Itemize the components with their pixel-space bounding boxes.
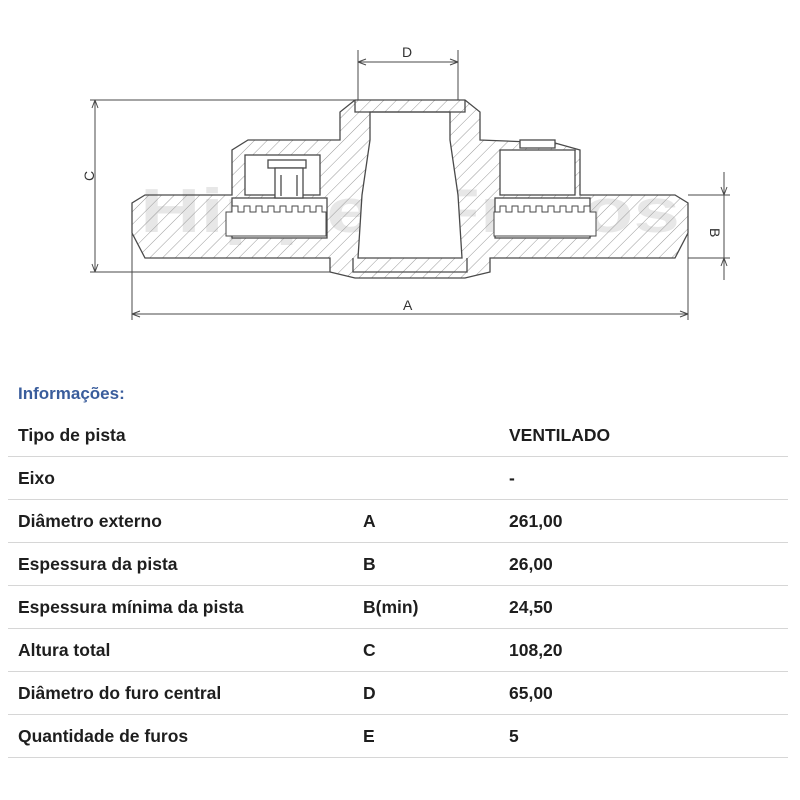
- row-value: 24,50: [509, 586, 788, 629]
- row-code: B(min): [363, 586, 509, 629]
- spec-table: [8, 414, 788, 758]
- table-row: [8, 586, 788, 629]
- table-row: [8, 715, 788, 758]
- table-row: [8, 414, 788, 457]
- row-label: Eixo: [8, 457, 363, 500]
- dimension-label-a: A: [403, 297, 413, 313]
- dimension-label-b: B: [707, 228, 723, 238]
- row-value: -: [509, 457, 788, 500]
- row-label: Tipo de pista: [8, 414, 363, 457]
- row-code: A: [363, 500, 509, 543]
- row-value: 261,00: [509, 500, 788, 543]
- table-row: [8, 457, 788, 500]
- row-code: [363, 414, 509, 457]
- row-code: C: [363, 629, 509, 672]
- row-label: Espessura mínima da pista: [8, 586, 363, 629]
- row-label: Diâmetro do furo central: [8, 672, 363, 715]
- table-row: [8, 629, 788, 672]
- row-code: D: [363, 672, 509, 715]
- info-section-title: Informações:: [18, 384, 125, 403]
- table-row: [8, 500, 788, 543]
- row-label: Quantidade de furos: [8, 715, 363, 758]
- row-value: 5: [509, 715, 788, 758]
- dimension-label-c: C: [81, 170, 97, 181]
- row-label: Altura total: [8, 629, 363, 672]
- dimension-label-d: D: [402, 44, 413, 60]
- table-row: [8, 672, 788, 715]
- row-label: Espessura da pista: [8, 543, 363, 586]
- row-value: 108,20: [509, 629, 788, 672]
- row-value: VENTILADO: [509, 414, 788, 457]
- brake-disc-section-drawing: [0, 0, 800, 340]
- row-value: 26,00: [509, 543, 788, 586]
- row-label: Diâmetro externo: [8, 500, 363, 543]
- table-row: [8, 543, 788, 586]
- row-code: [363, 457, 509, 500]
- row-value: 65,00: [509, 672, 788, 715]
- row-code: B: [363, 543, 509, 586]
- row-code: E: [363, 715, 509, 758]
